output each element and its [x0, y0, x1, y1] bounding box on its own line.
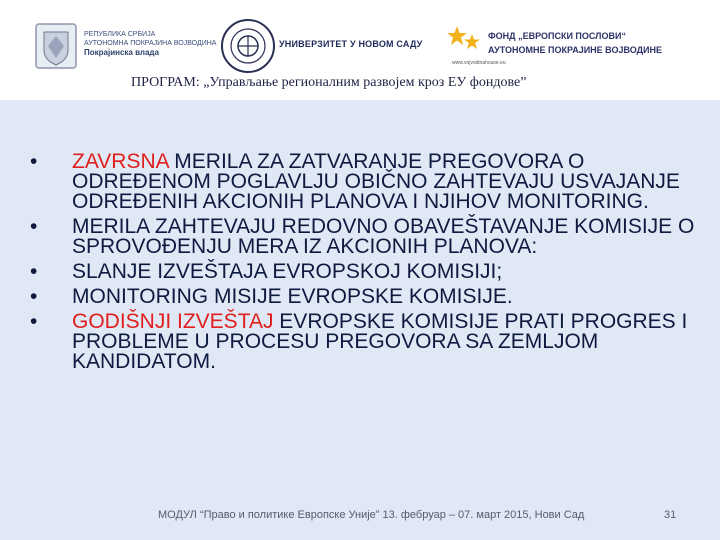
- bullet-marker: •: [30, 260, 38, 283]
- footer-text: МОДУЛ “Право и политике Европске Уније” 13. фебруар – 07. март 2015, Нови Сад: [158, 509, 585, 521]
- coat-of-arms-logo: [34, 22, 78, 70]
- bullet-marker: •: [30, 215, 38, 238]
- item-text: MERILA ZAHTEVAJU REDOVNO OBAVEŠTAVANJE KOMISIJE O SPROVOĐENJU MERA IZ AKCIONIH PLANOVA:: [72, 215, 695, 258]
- header-bar: [0, 0, 720, 100]
- item-text: MONITORING MISIJE EVROPSKE KOMISIJE.: [72, 285, 513, 308]
- government-logo-text: [84, 30, 216, 57]
- logo1-line: АУТОНОМНА ПОКРАЈИНА ВОЈВОДИНА: [84, 40, 217, 47]
- fund-url: www.vojvodinahouse.eu: [452, 60, 506, 66]
- logo1-line: РЕПУБЛИКА СРБИЈА: [84, 31, 156, 38]
- list-item: [24, 262, 704, 282]
- program-title: ПРОГРАМ: „Управљање регионалним развојем кроз ЕУ фондове”: [131, 75, 527, 90]
- highlight-text: GODIŠNJI IZVEŠTAJ: [72, 310, 274, 333]
- list-item: [24, 152, 704, 212]
- item-text: EVROPSKE KOMISIJE PRATI PROGRES I PROBLEME U PROCESU PREGOVORA SA ZEMLJOM KANDIDATOM.: [72, 310, 688, 373]
- list-item: [24, 217, 704, 257]
- list-item: [24, 287, 704, 307]
- bullet-marker: •: [30, 150, 38, 173]
- item-text: SLANJE IZVEŠTAJA EVROPSKOJ KOMISIJI;: [72, 260, 503, 283]
- fund-line-1: ФОНД „ЕВРОПСКИ ПОСЛОВИ“: [488, 31, 626, 41]
- university-name: УНИВЕРЗИТЕТ У НОВОМ САДУ: [279, 39, 423, 49]
- page-number: 31: [664, 509, 677, 521]
- item-text: MERILA ZA ZATVARANJE PREGOVORA O ODREĐENOM POGLAVLJU OBIČNO ZAHTEVAJU USVAJANJE ODREĐENIH AKCIONIH PLANOVA I NJIHOV MONITORING.: [72, 150, 680, 213]
- fund-name: [488, 29, 662, 57]
- university-seal-icon: [220, 18, 276, 74]
- highlight-text: ZAVRSNA: [72, 150, 169, 173]
- bullet-marker: •: [30, 310, 38, 333]
- bullet-marker: •: [30, 285, 38, 308]
- list-item: [24, 312, 704, 372]
- logo1-bold-line: Покрајинска влада: [84, 48, 159, 57]
- fund-line-2: АУТОНОМНЕ ПОКРАЈИНЕ ВОЈВОДИНЕ: [488, 45, 663, 55]
- stars-logo-icon: [446, 24, 482, 56]
- bullet-list: [24, 152, 704, 377]
